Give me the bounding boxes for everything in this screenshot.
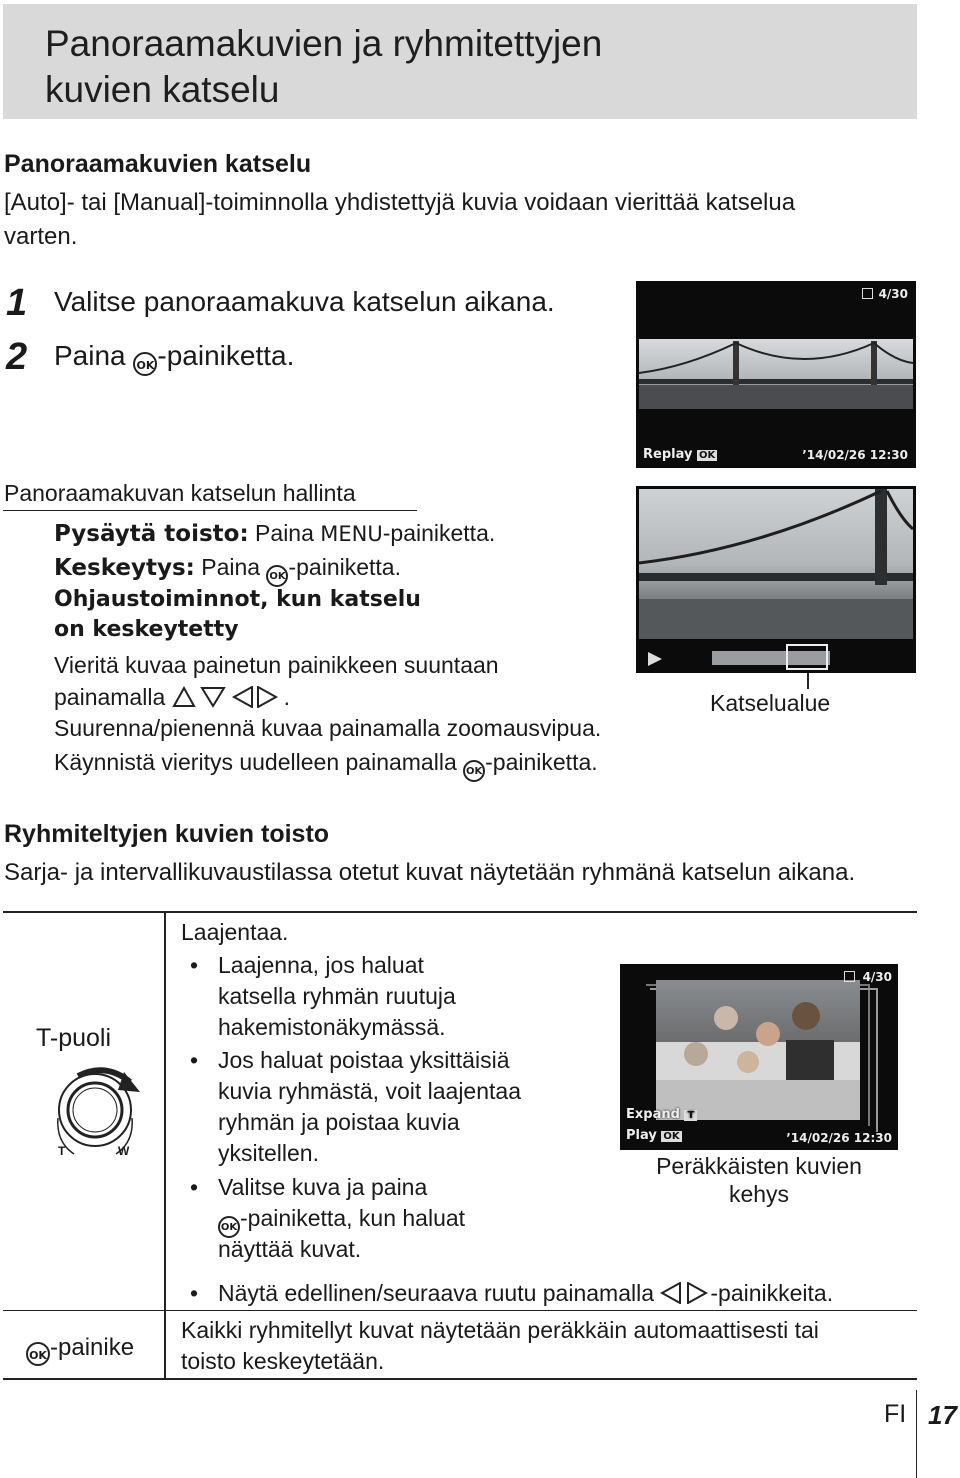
t-tag: T bbox=[684, 1110, 697, 1121]
language-code: FI bbox=[884, 1400, 907, 1428]
b3-line1: Valitse kuva ja paina bbox=[218, 1174, 428, 1200]
intro-line2: varten. bbox=[4, 223, 78, 250]
section2-intro: Sarja- ja intervallikuvaustilassa otetut kuvat näytetään ryhmänä katselun aikana. bbox=[4, 859, 856, 886]
b4-line: Näytä edellinen/seuraava ruutu painamalla -painikkeita. bbox=[218, 1280, 834, 1306]
replay-hint: Replay OK bbox=[643, 447, 716, 462]
ok-button-label: OK -painike bbox=[26, 1334, 134, 1366]
page-title-line2: kuvien katselu bbox=[45, 69, 280, 110]
screen2-caption: Katselualue bbox=[710, 690, 831, 716]
ok-tag: OK bbox=[698, 450, 716, 461]
footer-divider bbox=[916, 1390, 917, 1478]
ok-button-icon: OK bbox=[266, 565, 288, 587]
ok-button-icon: OK bbox=[133, 352, 157, 376]
camera-screen-panorama bbox=[636, 281, 916, 468]
play-hint: Play OK bbox=[626, 1128, 680, 1143]
frame-counter: 4/30 bbox=[862, 287, 908, 301]
protect-icon bbox=[862, 288, 873, 299]
page-title-line1: Panoraamakuvien ja ryhmitettyjen bbox=[45, 23, 603, 64]
b2-line4: yksitellen. bbox=[218, 1140, 319, 1166]
ok-button-icon: OK bbox=[218, 1216, 240, 1238]
bullet-dot: • bbox=[190, 1280, 199, 1306]
b2-line1: Jos haluat poistaa yksittäisiä bbox=[218, 1047, 510, 1073]
camera-screen-scrolling bbox=[636, 486, 916, 673]
intro-line1: [Auto]- tai [Manual]-toiminnolla yhdistettyjä kuvia voidaan vierittää katselua bbox=[4, 189, 796, 216]
step2-text: Paina OK -painiketta. bbox=[54, 340, 294, 376]
b1-line2: katsella ryhmän ruutuja bbox=[218, 983, 456, 1009]
play-icon bbox=[648, 652, 662, 666]
ops-line2: painamalla . bbox=[54, 684, 291, 710]
bridge-closeup-image bbox=[639, 489, 913, 639]
table-top-border bbox=[3, 911, 917, 913]
ops-line1: Vieritä kuvaa painetun painikkeen suuntaan bbox=[54, 652, 499, 678]
camera-screen-group bbox=[620, 964, 898, 1150]
expand-hint: Expand T bbox=[626, 1107, 697, 1122]
table-bottom-border bbox=[3, 1378, 917, 1380]
bullet-dot: • bbox=[190, 952, 199, 978]
view-area-marker bbox=[786, 644, 828, 670]
frame-counter: 4/30 bbox=[844, 970, 892, 984]
stop-instruction: Pysäytä toisto: Paina MENU-painiketta. bbox=[54, 520, 496, 547]
page-number: 17 bbox=[928, 1400, 957, 1430]
ok-button-icon: OK bbox=[463, 760, 485, 782]
table-column-divider bbox=[164, 913, 166, 1379]
title-banner bbox=[3, 4, 917, 119]
bullet-dot: • bbox=[190, 1174, 199, 1200]
table-row-divider bbox=[3, 1310, 917, 1311]
ops-label-line2: on keskeytetty bbox=[54, 617, 239, 642]
pause-instruction: Keskeytys: Paina OK -painiketta. bbox=[54, 550, 401, 587]
ops-line4: Käynnistä vieritys uudelleen painamalla OK -painiketta. bbox=[54, 745, 598, 782]
row2-line1: Kaikki ryhmitellyt kuvat näytetään peräkkäin automaattisesti tai bbox=[181, 1317, 819, 1343]
sequence-icon bbox=[844, 971, 855, 982]
step1-text: Valitse panoraamakuva katselun aikana. bbox=[54, 286, 555, 317]
b2-line3: ryhmän ja poistaa kuvia bbox=[218, 1109, 460, 1135]
ok-tag: OK bbox=[663, 1131, 680, 1142]
t-side-label: T-puoli bbox=[36, 1024, 112, 1052]
caption-leader-line bbox=[807, 673, 809, 689]
ok-button-icon: OK bbox=[26, 1342, 50, 1366]
b2-line2: kuvia ryhmästä, voit laajentaa bbox=[218, 1078, 521, 1104]
panorama-bridge-image bbox=[639, 339, 913, 409]
menu-button-label: MENU bbox=[320, 522, 383, 546]
left-right-arrows-icon bbox=[660, 1282, 710, 1304]
step1-number: 1 bbox=[6, 282, 28, 324]
group-photo-image bbox=[656, 980, 860, 1120]
control-heading-underline bbox=[3, 510, 417, 511]
ops-line3: Suurenna/pienennä kuvaa painamalla zoomausvipua. bbox=[54, 715, 602, 741]
section-heading-panorama: Panoraamakuvien katselu bbox=[4, 150, 312, 178]
b1-line1: Laajenna, jos haluat bbox=[218, 952, 424, 978]
screen3-datetime: ’14/02/26 12:30 bbox=[786, 1131, 892, 1145]
ops-label-line1: Ohjaustoiminnot, kun katselu bbox=[54, 587, 421, 612]
direction-arrows-icon bbox=[172, 686, 284, 708]
dial-t-label: T bbox=[58, 1144, 66, 1158]
control-heading: Panoraamakuvan katselun hallinta bbox=[4, 480, 356, 506]
screen3-caption: Peräkkäisten kuvien kehys bbox=[656, 1153, 862, 1207]
section-heading-group: Ryhmiteltyjen kuvien toisto bbox=[4, 820, 330, 848]
step2-number: 2 bbox=[6, 336, 28, 378]
dial-w-label: W bbox=[118, 1144, 130, 1158]
bullet-dot: • bbox=[190, 1047, 199, 1073]
b1-line3: hakemistonäkymässä. bbox=[218, 1014, 446, 1040]
expand-title: Laajentaa. bbox=[181, 919, 289, 945]
screen1-datetime: ’14/02/26 12:30 bbox=[802, 448, 908, 462]
b3-line3: näyttää kuvat. bbox=[218, 1236, 362, 1262]
row2-line2: toisto keskeytetään. bbox=[181, 1348, 385, 1374]
b3-line2: OK -painiketta, kun haluat bbox=[218, 1203, 465, 1238]
